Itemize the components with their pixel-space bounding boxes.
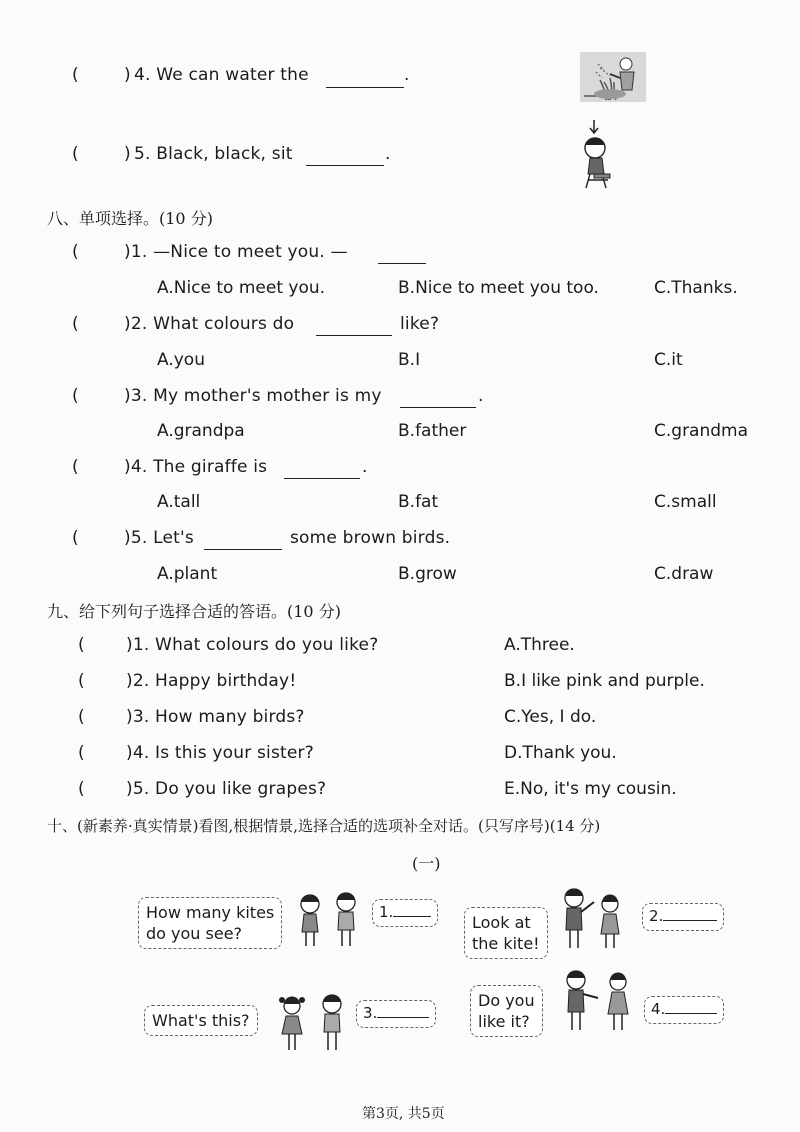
option-c: C.small [654, 492, 717, 512]
answer-paren-open: ( [72, 65, 79, 85]
period: . [478, 386, 484, 406]
answer-paren[interactable]: ( [72, 386, 79, 406]
answer-option-a: A.Three. [504, 635, 575, 655]
speech-bubble-kites: How many kites do you see? [138, 897, 282, 949]
period: . [362, 457, 368, 477]
answer-option-d: D.Thank you. [504, 743, 617, 763]
option-b: B.Nice to meet you too. [398, 278, 599, 298]
answer-paren[interactable]: ( [78, 707, 85, 727]
option-b: B.fat [398, 492, 439, 512]
question-tail: like? [400, 314, 440, 334]
option-a: A.Nice to meet you. [157, 278, 326, 298]
period: . [404, 65, 410, 85]
speech-bubble-do-you-like: Do you like it? [470, 985, 543, 1037]
option-c: C.it [654, 350, 683, 370]
question-9-5: )5. Do you like grapes? [126, 779, 327, 799]
answer-bubble-3[interactable]: 3. [356, 1000, 436, 1028]
answer-blank[interactable] [326, 86, 404, 88]
question-8-2: )2. What colours do [124, 314, 295, 334]
question-9-4: )4. Is this your sister? [126, 743, 314, 763]
section-9-title: 九、给下列句子选择合适的答语。(10 分) [47, 602, 341, 621]
answer-paren[interactable]: ( [72, 314, 79, 334]
girl-boy-talking-image [272, 990, 356, 1056]
option-c: C.grandma [654, 421, 749, 441]
answer-option-c: C.Yes, I do. [504, 707, 597, 727]
answer-paren[interactable]: ( [78, 743, 85, 763]
question-9-1: )1. What colours do you like? [126, 635, 379, 655]
option-a: A.grandpa [157, 421, 245, 441]
question-8-5: )5. Let's [124, 528, 194, 548]
question-tail: some brown birds. [290, 528, 451, 548]
answer-paren[interactable]: ( [72, 457, 79, 477]
period: . [385, 144, 391, 164]
question-7-4: 4. We can water the [134, 65, 309, 85]
boy-sitting-image [580, 118, 620, 192]
boy-girl-kite-image [556, 966, 640, 1036]
girl-watering-plants-image [580, 52, 646, 102]
answer-blank[interactable] [284, 477, 360, 479]
section-8-title: 八、单项选择。(10 分) [47, 209, 213, 228]
answer-option-b: B.I like pink and purple. [504, 671, 705, 691]
option-a: A.you [157, 350, 205, 370]
speech-bubble-look-kite: Look at the kite! [464, 907, 548, 959]
answer-paren[interactable]: ( [78, 779, 85, 799]
answer-paren-close: ) [124, 65, 131, 85]
option-a: A.tall [157, 492, 201, 512]
question-8-1: )1. —Nice to meet you. — [124, 242, 348, 262]
question-8-3: )3. My mother's mother is my [124, 386, 382, 406]
question-9-3: )3. How many birds? [126, 707, 305, 727]
answer-bubble-2[interactable]: 2. [642, 903, 724, 931]
part-heading: (一) [412, 854, 441, 873]
option-b: B.father [398, 421, 467, 441]
answer-bubble-4[interactable]: 4. [644, 996, 724, 1024]
option-c: C.draw [654, 564, 714, 584]
answer-paren[interactable]: ( [78, 671, 85, 691]
option-a: A.plant [157, 564, 218, 584]
answer-bubble-1[interactable]: 1. [372, 899, 438, 927]
answer-paren[interactable]: ( [72, 528, 79, 548]
answer-blank[interactable] [316, 334, 392, 336]
answer-paren-open: ( [72, 144, 79, 164]
speech-bubble-whats-this: What's this? [144, 1005, 258, 1036]
answer-blank[interactable] [306, 164, 384, 166]
option-b: B.grow [398, 564, 457, 584]
answer-blank[interactable] [400, 406, 476, 408]
boy-girl-pointing-image [556, 884, 636, 954]
answer-blank[interactable] [204, 548, 282, 550]
option-c: C.Thanks. [654, 278, 738, 298]
answer-paren-close: ) [124, 144, 131, 164]
option-b: B.I [398, 350, 421, 370]
section-10-title: 十、(新素养·真实情景)看图,根据情景,选择合适的选项补全对话。(只写序号)(14 分) [47, 817, 601, 835]
question-9-2: )2. Happy birthday! [126, 671, 297, 691]
two-kids-image [276, 886, 366, 952]
question-8-4: )4. The giraffe is [124, 457, 268, 477]
answer-option-e: E.No, it's my cousin. [504, 779, 677, 799]
answer-paren[interactable]: ( [72, 242, 79, 262]
answer-blank[interactable] [378, 262, 426, 264]
question-7-5: 5. Black, black, sit [134, 144, 293, 164]
page-number: 第3页, 共5页 [362, 1106, 445, 1122]
answer-paren[interactable]: ( [78, 635, 85, 655]
